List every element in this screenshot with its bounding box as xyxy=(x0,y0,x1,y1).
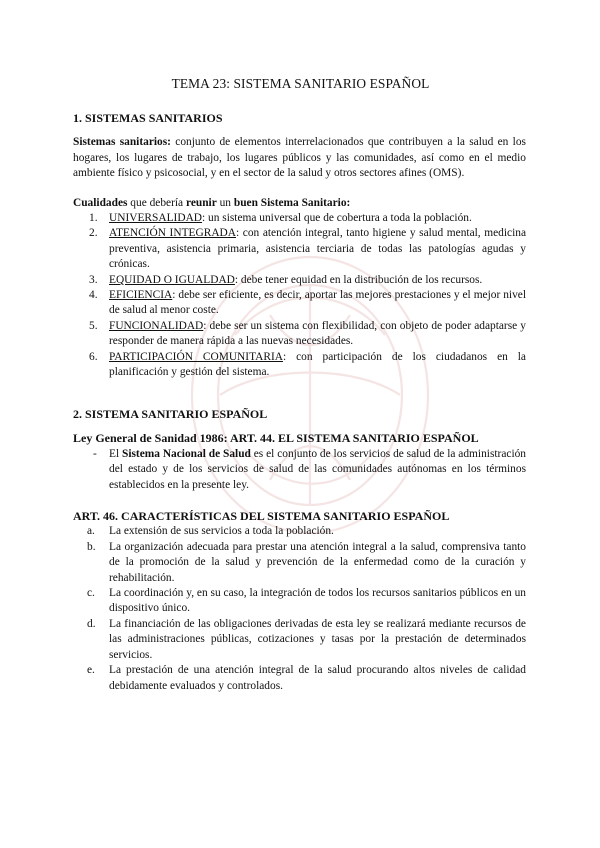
list-letter: c. xyxy=(87,587,95,600)
list-item xyxy=(73,319,526,350)
quality-term: UNIVERSALIDAD xyxy=(109,212,203,225)
section-1-heading: 1. SISTEMAS SANITARIOS xyxy=(73,111,223,125)
quality-term: EQUIDAD O IGUALDAD xyxy=(109,273,235,286)
list-number: 1. xyxy=(89,212,98,225)
qualities-intro xyxy=(73,196,526,211)
art46-text: La financiación de las obligaciones derivadas de esta ley se realizará mediante recursos de las administraciones públicas, cotizaciones y tasas por la prestación de determinados servicios. xyxy=(109,617,526,661)
art46-text: La coordinación y, en su caso, la integración de todos los recursos sanitarios públicos en un dispositivo único. xyxy=(109,587,526,615)
law-text-post: es el conjunto de los servicios de salud de la administración del estado y de los servicios de salud de las comunidades autónomas en los términos establecidos en la presente ley. xyxy=(109,447,527,491)
definition-paragraph xyxy=(73,135,526,181)
page-title: TEMA 23: SISTEMA SANITARIO ESPAÑOL xyxy=(171,76,430,91)
list-dash: - xyxy=(93,447,97,460)
art46-heading: ART. 46. CARACTERÍSTICAS DEL SISTEMA SANITARIO ESPAÑOL xyxy=(73,509,450,524)
list-letter: a. xyxy=(87,525,95,538)
art46-list xyxy=(73,524,526,693)
list-number: 2. xyxy=(89,227,98,240)
art46-text: La extensión de sus servicios a toda la población. xyxy=(109,525,334,538)
art46-text: La organización adecuada para prestar una atención integral a la salud, comprensiva tanto de la promoción de la salud y prevención de la enfermedad como de la curación y rehabilitación. xyxy=(109,540,526,584)
list-item xyxy=(73,540,526,586)
section-2-heading: 2. SISTEMA SANITARIO ESPAÑOL xyxy=(73,407,268,421)
list-item xyxy=(73,226,526,272)
law-text-bold: Sistema Nacional de Salud xyxy=(122,447,251,460)
quality-text: : debe ser un sistema con flexibilidad, con objeto de poder adaptarse y responder de manera rápida a las nuevas necesidades. xyxy=(109,319,526,348)
quality-text: : con participación de los ciudadanos en la planificación y gestión del sistema. xyxy=(109,350,526,379)
quality-term: ATENCIÓN INTEGRADA xyxy=(109,227,236,240)
list-letter: d. xyxy=(87,617,96,630)
list-item xyxy=(73,288,526,319)
quality-term: FUNCIONALIDAD xyxy=(109,319,204,332)
law-heading: Ley General de Sanidad 1986: ART. 44. EL SISTEMA SANITARIO ESPAÑOL xyxy=(73,431,479,446)
list-item xyxy=(73,447,526,493)
quality-text: : con atención integral, tanto higiene y salud mental, medicina preventiva, asistencia primaria, asistencia terciaria de todas las patologías agudas y crónicas. xyxy=(109,227,526,271)
qualities-mid2: un xyxy=(216,196,234,209)
qualities-bold2: buen Sistema Sanitario: xyxy=(233,196,351,209)
list-number: 4. xyxy=(89,289,98,302)
list-item xyxy=(73,617,526,663)
quality-text: : un sistema universal que de cobertura a toda la población. xyxy=(202,212,472,225)
list-number: 5. xyxy=(89,319,98,332)
list-number: 3. xyxy=(89,273,98,286)
law-text-pre: El xyxy=(109,447,122,460)
qualities-mid1: que debería xyxy=(127,196,186,209)
law-list xyxy=(73,447,526,493)
list-item xyxy=(73,273,526,288)
list-number: 6. xyxy=(89,350,98,363)
quality-text: : debe tener equidad en la distribución de los recursos. xyxy=(234,273,483,286)
quality-term: PARTICIPACIÓN COMUNITARIA xyxy=(109,350,283,363)
qualities-lead: Cualidades xyxy=(73,196,128,209)
list-item xyxy=(73,211,526,226)
quality-text: : debe ser eficiente, es decir, aportar las mejores prestaciones y el mejor nivel de salud al menor coste. xyxy=(109,289,526,317)
definition-term: Sistemas sanitarios: xyxy=(73,136,171,149)
qualities-bold1: reunir xyxy=(185,196,217,209)
list-item xyxy=(73,663,526,694)
list-item xyxy=(73,524,526,539)
section-2 xyxy=(73,407,526,694)
list-letter: b. xyxy=(87,540,96,553)
art46-text: La prestación de una atención integral de la salud procurando altos niveles de calidad debidamente evaluados y controlados. xyxy=(109,664,526,692)
quality-term: EFICIENCIA xyxy=(109,289,173,302)
definition-text: conjunto de elementos interrelacionados que contribuyen a la salud en los hogares, los lugares de trabajo, los lugares públicos y las comunidades, así como en el medio ambiente físico y psicosocial, y en el sector de la salud y otros sectores afines (OMS). xyxy=(73,136,526,180)
list-item xyxy=(73,350,526,381)
list-item xyxy=(73,586,526,617)
list-letter: e. xyxy=(87,664,95,677)
qualities-list xyxy=(73,211,526,380)
section-1 xyxy=(73,111,526,381)
